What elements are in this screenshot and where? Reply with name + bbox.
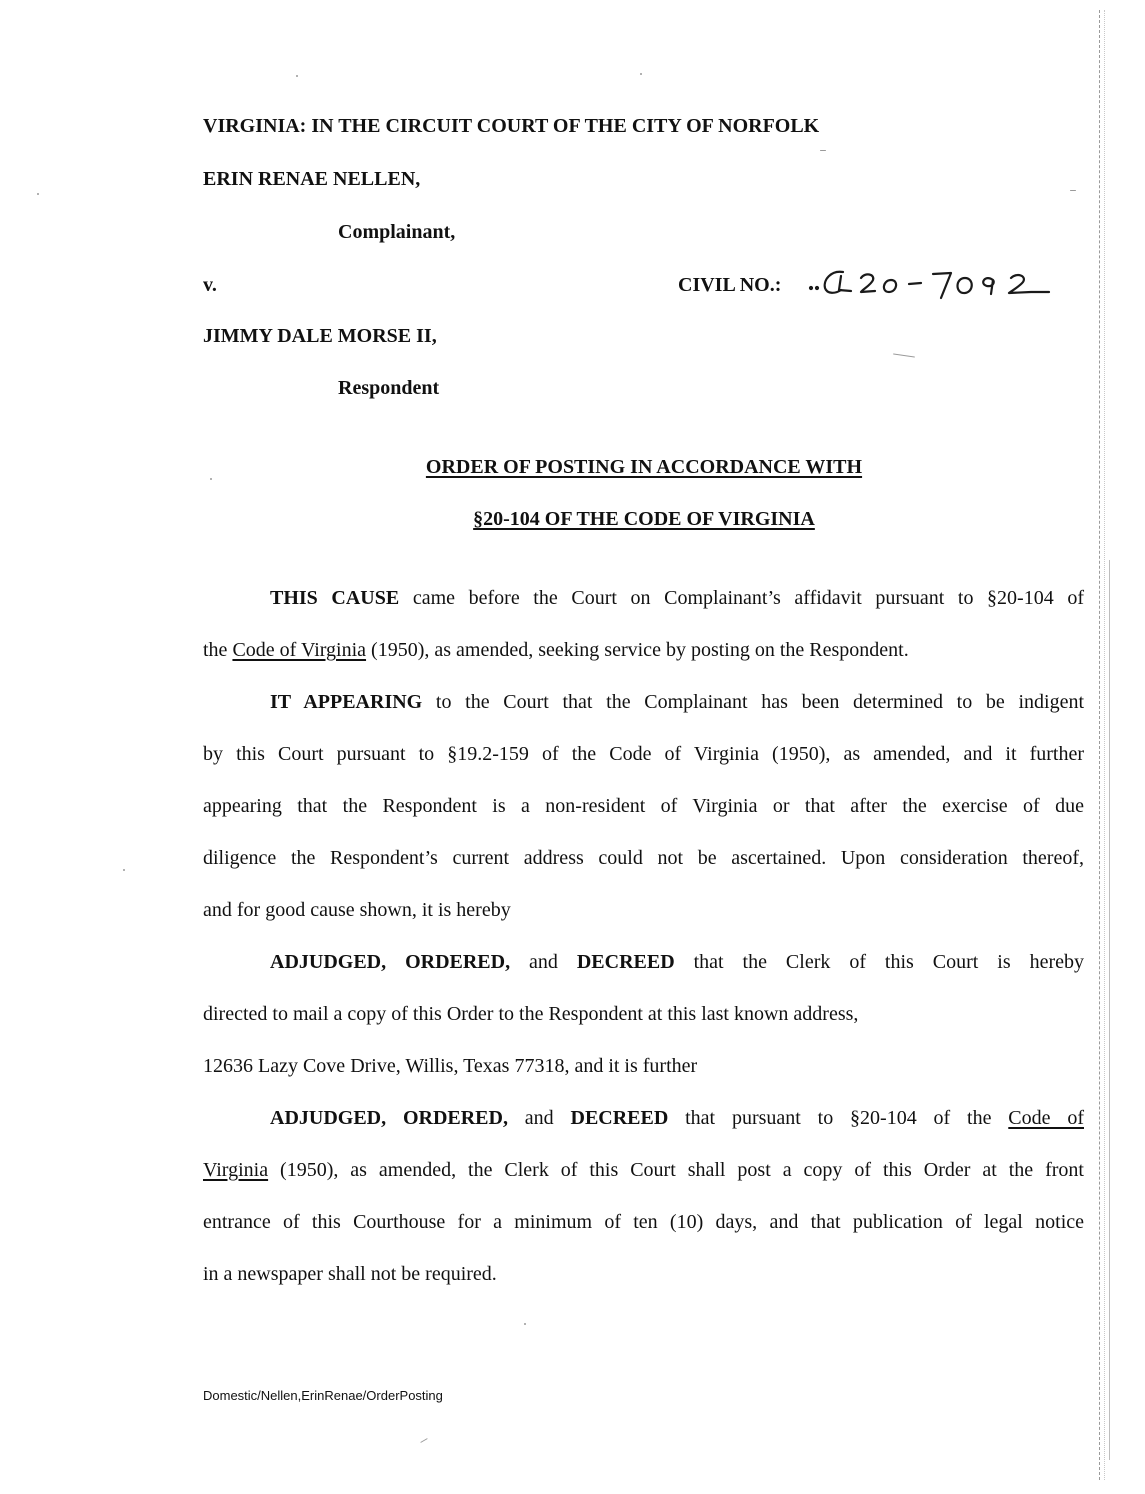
paragraph-4-line-4: in a newspaper shall not be required.	[203, 1263, 497, 1285]
complainant-role: Complainant,	[338, 221, 456, 243]
court-heading: VIRGINIA: IN THE CIRCUIT COURT OF THE CITY OF NORFOLK	[203, 115, 820, 137]
paragraph-2-line-3: appearing that the Respondent is a non-resident of Virginia or that after the exercise of due	[203, 795, 1084, 817]
scan-speck	[524, 1323, 526, 1325]
paragraph-4-line-3: entrance of this Courthouse for a minimum of ten (10) days, and that publication of legal notice	[203, 1211, 1084, 1233]
order-title-line-1: ORDER OF POSTING IN ACCORDANCE WITH	[425, 456, 863, 478]
scan-speck	[420, 1438, 427, 1443]
document-footer-path: Domestic/Nellen,ErinRenae/OrderPosting	[203, 1388, 443, 1403]
code-of-virginia-citation: Code of	[1008, 1107, 1084, 1129]
scan-speck	[296, 75, 298, 77]
order-title-line-2: §20-104 OF THE CODE OF VIRGINIA	[473, 508, 815, 530]
code-of-virginia-citation: Virginia	[203, 1159, 269, 1181]
paragraph-4-line-2	[203, 1158, 1084, 1182]
text-span: and	[510, 951, 577, 973]
complainant-name: ERIN RENAE NELLEN,	[203, 168, 421, 190]
respondent-name: JIMMY DALE MORSE II,	[203, 325, 437, 347]
text-span: (1950), as amended, the Clerk of this Court shall post a copy of this Order at the front	[268, 1159, 1084, 1181]
text-span: and	[507, 1107, 571, 1129]
scan-edge-artifact	[1099, 10, 1105, 1480]
respondent-role: Respondent	[338, 377, 440, 399]
scan-speck	[123, 869, 125, 871]
decreed-lead: DECREED	[576, 951, 675, 973]
scan-speck	[893, 353, 915, 357]
this-cause-lead: THIS CAUSE	[270, 587, 400, 609]
scan-edge-artifact	[1109, 560, 1112, 1460]
paragraph-3-line-3: 12636 Lazy Cove Drive, Willis, Texas 77318, and it is further	[203, 1055, 698, 1077]
paragraph-3-line-2: directed to mail a copy of this Order to the Respondent at this last known address,	[203, 1003, 859, 1025]
scan-speck	[820, 150, 826, 151]
adjudged-ordered-lead: ADJUDGED, ORDERED,	[270, 1107, 508, 1129]
paragraph-2-line-2: by this Court pursuant to §19.2-159 of the Code of Virginia (1950), as amended, and it further	[203, 743, 1084, 765]
text-span: came before the Court on Complainant’s affidavit pursuant to §20-104 of	[399, 587, 1084, 609]
decreed-lead: DECREED	[570, 1107, 669, 1129]
case-number-text	[0, 0, 1, 1]
civil-no-label: CIVIL NO.:	[678, 274, 782, 296]
text-span: that pursuant to §20-104 of the	[668, 1107, 1009, 1129]
it-appearing-lead: IT APPEARING	[270, 691, 423, 713]
adjudged-ordered-lead: ADJUDGED, ORDERED,	[270, 951, 511, 973]
paragraph-4-line-1	[203, 1106, 1084, 1130]
text-span: (1950), as amended, seeking service by posting on the Respondent.	[366, 639, 909, 661]
paragraph-3-line-1	[203, 950, 1084, 974]
text-span: the	[203, 639, 233, 661]
scan-speck	[640, 73, 642, 75]
paragraph-2-line-4: diligence the Respondent’s current address could not be ascertained. Upon consideration thereof,	[203, 847, 1084, 869]
scan-speck	[1070, 190, 1076, 191]
paragraph-1-line-2	[203, 638, 1084, 662]
paragraph-2-line-5: and for good cause shown, it is hereby	[203, 899, 511, 921]
text-span: that the Clerk of this Court is hereby	[674, 951, 1084, 973]
code-of-virginia-citation: Code of Virginia	[232, 639, 367, 661]
versus-label: v.	[203, 274, 217, 296]
text-span: to the Court that the Complainant has been determined to be indigent	[422, 691, 1085, 713]
paragraph-1-line-1	[203, 586, 1084, 610]
paragraph-2-line-1	[203, 690, 1084, 714]
handwritten-case-number	[805, 258, 1065, 306]
scan-speck	[37, 193, 39, 195]
